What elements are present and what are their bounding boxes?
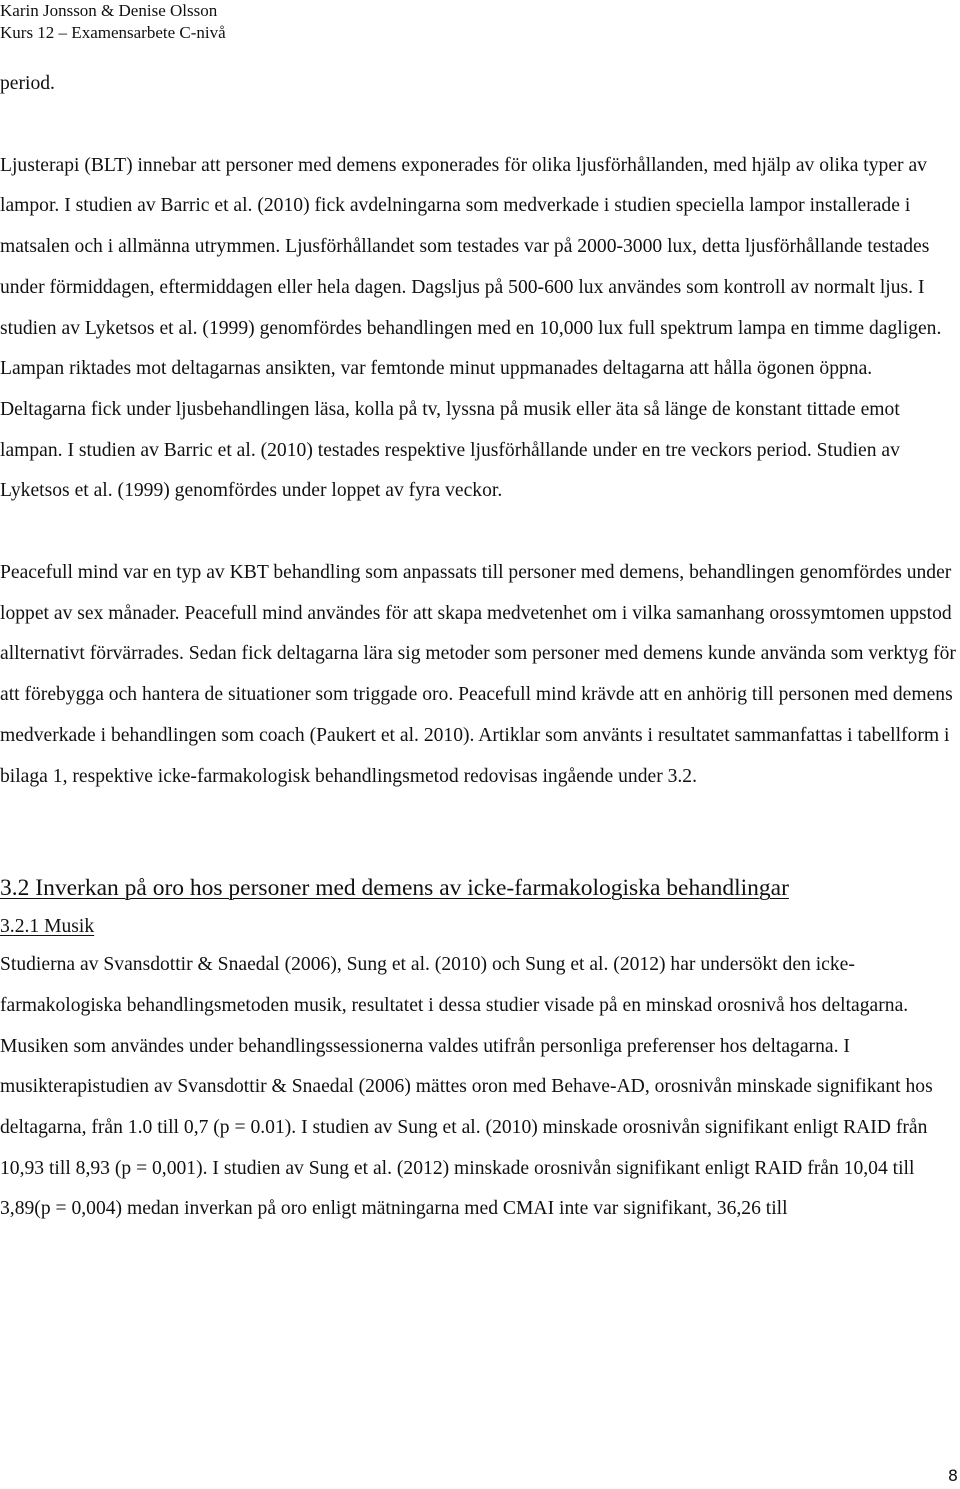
header-authors: Karin Jonsson & Denise Olsson — [0, 1, 218, 20]
paragraph-continuation: period. — [0, 73, 55, 94]
section-heading: 3.2 Inverkan på oro hos personer med demens av icke-farmakologiska behandlingar — [0, 875, 789, 902]
document-body — [0, 64, 958, 1230]
paragraph-gap — [0, 512, 958, 553]
paragraph-gap — [0, 105, 958, 146]
paragraph-music: Studierna av Svansdottir & Snaedal (2006), Sung et al. (2010) och Sung et al. (2012) har undersökt den icke-farmakologiska behandlingsmetoden musik, resultatet i dessa studier visade på en minskad orosnivå hos deltagarna. Musiken som användes under behandlingssessionerna valdes utifrån personliga preferenser hos deltagarna. I musikterapistudien av Svansdottir & Snaedal (2006) mättes oron med Behave-AD, orosnivån minskade signifikant hos deltagarna, från 1.0 till 0,7 (p = 0.01). I studien av Sung et al. (2010) minskade orosnivån signifikant enligt RAID från 10,93 till 8,93 (p = 0,001). I studien av Sung et al. (2012) minskade orosnivån signifikant enligt RAID från 10,04 till 3,89(p = 0,004) medan inverkan på oro enligt mätningarna med CMAI inte var signifikant, 36,26 till — [0, 954, 933, 1220]
page-header — [0, 0, 226, 44]
header-course: Kurs 12 – Examensarbete C-nivå — [0, 23, 226, 42]
page-number: 8 — [947, 1466, 958, 1485]
paragraph-peacefull-mind: Peacefull mind var en typ av KBT behandling som anpassats till personer med demens, behandlingen genomfördes under loppet av sex månader. Peacefull mind användes för att skapa medvetenhet om i vilka samanhang orossymtomen uppstod allternativt förvärrades. Sedan fick deltagarna lära sig metoder som personer med demens kunde använda som verktyg för att förebygga och hantera de situationer som triggade oro. Peacefull mind krävde att en anhörig till personen med demens medverkade i behandlingen som coach (Paukert et al. 2010). Artiklar som använts i resultatet sammanfattas i tabellform i bilaga 1, respektive icke-farmakologisk behandlingsmetod redovisas ingående under 3.2. — [0, 562, 956, 787]
paragraph-light-therapy: Ljusterapi (BLT) innebar att personer med demens exponerades för olika ljusförhållanden, med hjälp av olika typer av lampor. I studien av Barric et al. (2010) fick avdelningarna som medverkade i studien speciella lampor installerade i matsalen och i allmänna utrymmen. Ljusförhållandet som testades var på 2000-3000 lux, detta ljusförhållande testades under förmiddagen, eftermiddagen eller hela dagen. Dagsljus på 500-600 lux användes som kontroll av normalt ljus. I studien av Lyketsos et al. (1999) genomfördes behandlingen med en 10,000 lux full spektrum lampa en timme dagligen. Lampan riktades mot deltagarnas ansikten, var femtonde minut uppmanades deltagarna att hålla ögonen öppna. Deltagarna fick under ljusbehandlingen läsa, kolla på tv, lyssna på musik eller äta så länge de konstant tittade emot lampan. I studien av Barric et al. (2010) testades respektive ljusförhållande under en tre veckors period. Studien av Lyketsos et al. (1999) genomfördes under loppet av fyra veckor. — [0, 154, 942, 502]
section-gap — [0, 797, 958, 867]
subsection-heading: 3.2.1 Musik — [0, 916, 95, 938]
